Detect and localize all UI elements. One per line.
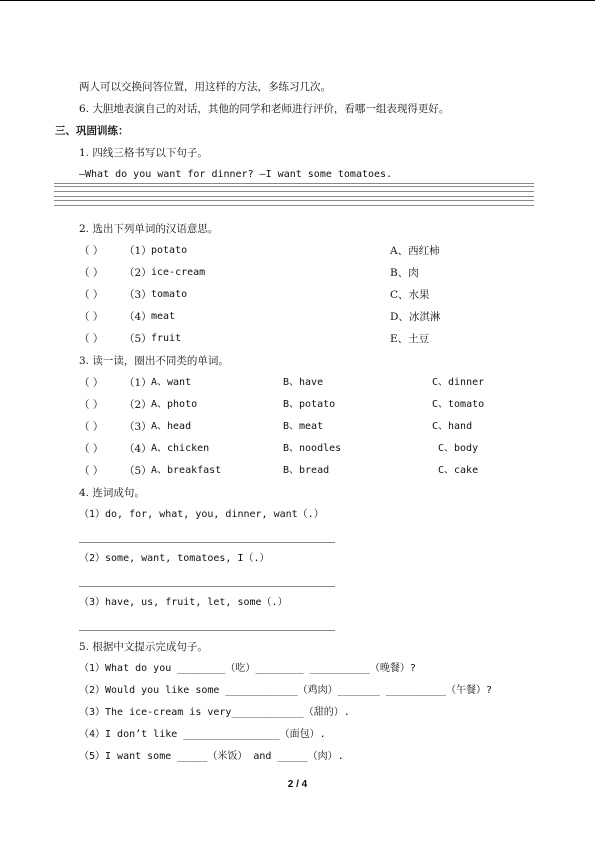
item-number: （4） [124,311,152,323]
option-c[interactable]: C、hand [432,421,473,432]
item-number: （1） [124,377,152,389]
item-number: （1） [124,245,152,257]
chinese-meaning: E、土豆 [390,333,430,345]
answer-paren[interactable]: （ ） [79,443,104,455]
intro-line-2: 6. 大胆地表演自己的对话，其他的同学和老师进行评价，看哪一组表现得更好。 [79,103,450,115]
chinese-meaning: B、肉 [390,267,419,279]
q1-title: 1. 四线三格书写以下句子。 [79,147,208,159]
answer-paren[interactable]: （ ） [79,333,104,345]
top-rule [0,0,595,1]
q2-title: 2. 选出下列单词的汉语意思。 [79,223,219,235]
option-c[interactable]: C、dinner [432,377,485,388]
option-a[interactable]: A、photo [151,399,198,410]
item-number: （3） [124,421,152,433]
q4-title: 4. 连词成句。 [79,487,145,499]
answer-paren[interactable]: （ ） [79,399,104,411]
q5-item-1: （1）What do you ________（吃）________ __________（晚餐）? [79,663,416,674]
option-a[interactable]: A、head [151,421,192,432]
four-line-row-1b [54,186,534,187]
answer-paren[interactable]: （ ） [79,377,104,389]
item-number: （5） [124,333,152,345]
item-number: （3） [124,289,152,301]
vocab-word: ice-cream [151,267,206,278]
answer-paren[interactable]: （ ） [79,421,104,433]
vocab-word: potato [151,245,188,256]
vocab-word: meat [151,311,176,322]
chinese-meaning: C、水果 [390,289,430,301]
option-c[interactable]: C、tomato [432,399,485,410]
chinese-meaning: D、冰淇淋 [390,311,441,323]
option-c[interactable]: C、cake [438,465,479,476]
q4-answer-line-1[interactable] [79,542,335,543]
option-a[interactable]: A、chicken [151,443,210,454]
answer-paren[interactable]: （ ） [79,289,104,301]
q1-sentence: —What do you want for dinner? —I want some tomatoes. [79,169,393,180]
item-number: （2） [124,267,152,279]
option-b[interactable]: B、noodles [283,443,342,454]
q5-item-3: （3）The ice-cream is very____________（甜的）. [79,707,350,718]
vocab-word: tomato [151,289,188,300]
four-line-row-4 [54,205,534,206]
q4-item-2: （2）some, want, tomatoes, I（.） [79,553,270,564]
q5-title: 5. 根据中文提示完成句子。 [79,641,208,653]
q4-answer-line-3[interactable] [79,630,335,631]
option-b[interactable]: B、bread [283,465,330,476]
answer-paren[interactable]: （ ） [79,267,104,279]
answer-paren[interactable]: （ ） [79,311,104,323]
option-a[interactable]: A、want [151,377,192,388]
q4-answer-line-2[interactable] [79,586,335,587]
four-line-row-3 [54,196,534,197]
section-title: 三、巩固训练： [55,125,129,137]
vocab-word: fruit [151,333,182,344]
option-b[interactable]: B、have [283,377,324,388]
item-number: （4） [124,443,152,455]
option-a[interactable]: A、breakfast [151,465,222,476]
q5-item-2: （2）Would you like some ____________（鸡肉）_______ __________（午餐）? [79,685,493,696]
four-line-row-2 [54,191,534,192]
four-line-row-3b [54,200,534,201]
four-line-row-1 [54,183,534,184]
item-number: （5） [124,465,152,477]
item-number: （2） [124,399,152,411]
option-c[interactable]: C、body [438,443,479,454]
q4-item-1: （1）do, for, what, you, dinner, want（.） [79,509,324,520]
answer-paren[interactable]: （ ） [79,465,104,477]
page-number: 2 / 4 [287,779,308,790]
option-b[interactable]: B、potato [283,399,336,410]
q5-item-4: （4）I don’t like ________________（面包）. [79,729,326,740]
q4-item-3: （3）have, us, fruit, let, some（.） [79,597,288,608]
intro-line-1: 两人可以交换问答位置，用这样的方法，多练习几次。 [79,81,331,93]
q5-item-5: （5）I want some _____（米饭） and _____（肉）. [79,751,344,762]
q3-title: 3. 读一读，圈出不同类的单词。 [79,355,229,367]
chinese-meaning: A、西红柿 [390,245,440,257]
option-b[interactable]: B、meat [283,421,324,432]
answer-paren[interactable]: （ ） [79,245,104,257]
